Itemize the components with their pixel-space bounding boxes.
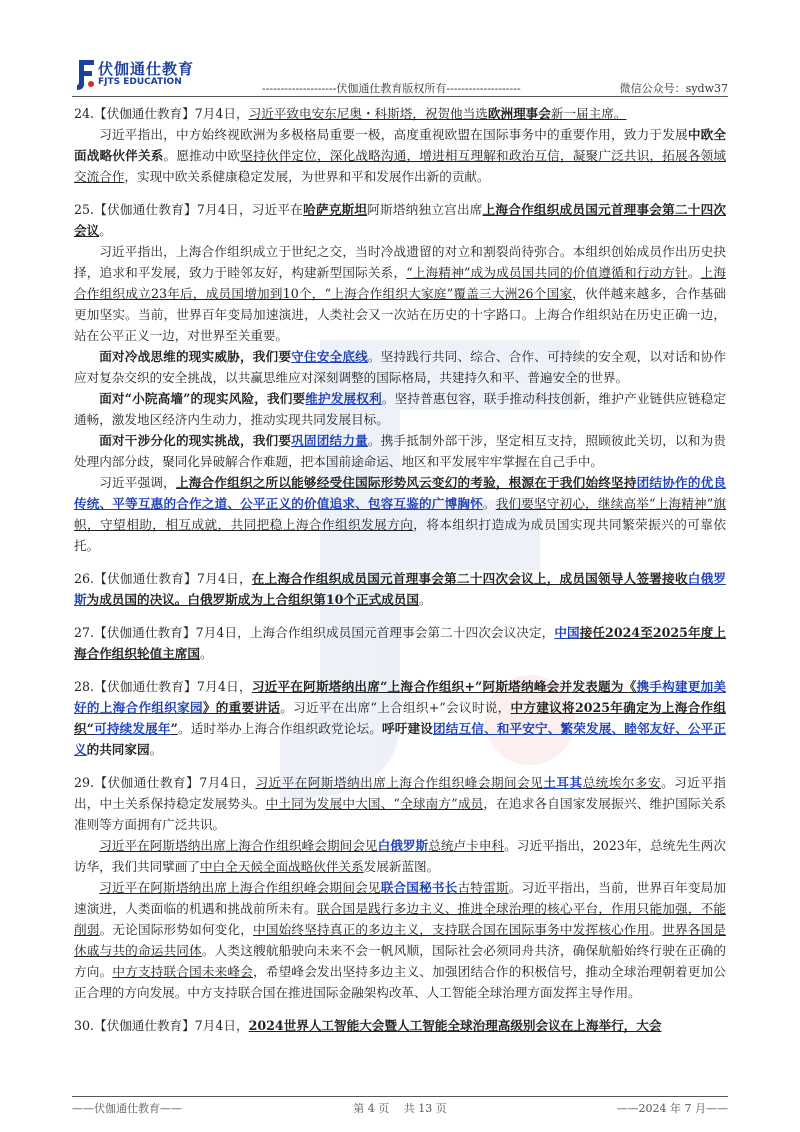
text-run: “上海精神”成为成员国共同的价值遵循和行动方针 (406, 265, 688, 280)
text-run: 世界各国是休戚与共的命运共同体 (74, 922, 726, 958)
text-run: 。愿推动中欧 (163, 148, 241, 163)
news-item-26 (74, 568, 726, 610)
logo-chinese-text: 伏伽通仕教育 (98, 60, 195, 78)
item-gap (74, 610, 726, 619)
item-gap (74, 556, 726, 565)
text-run: 总统埃尔多安 (582, 775, 662, 790)
text-run: 联合国秘书长 (380, 880, 458, 895)
text-run: 我们要坚守初心，继续高举“上海精神”旗帜，守望相助，相互成就，共同把稳上海合作组织发展方向 (74, 496, 726, 532)
page-header (0, 0, 800, 96)
text-run: 团结协作的优良传统、平等互惠的合作之道、公平正义的价值追求、包容互鉴的广博胸怀 (74, 475, 726, 511)
text-run: 习近平指出，中方始终视欧洲为多极格局重要一极，高度重视欧盟在国际事务中的重要作用，致力于发展 (99, 127, 688, 142)
logo-english-text: FJTS EDUCATION (98, 77, 182, 87)
text-run: 团结互信、和平安宁、繁荣发展、睦邻友好、公平正义 (74, 721, 726, 757)
item-headline (74, 676, 726, 760)
document-body (74, 100, 726, 1090)
text-run: 的共同家园 (86, 742, 150, 757)
text-run: 25.【伏伽通仕教育】7月4日，习近平在 (74, 202, 304, 217)
news-item-29 (74, 772, 726, 1003)
item-paragraph (74, 472, 726, 556)
text-run: 。 (199, 646, 213, 661)
text-run: 。 (649, 922, 663, 937)
footer-divider (72, 1096, 728, 1097)
text-run: 面对“小院高墙”的现实风险，我们要 (99, 391, 306, 406)
text-run: 29.【伏伽通仕教育】7月4日， (74, 775, 256, 790)
news-item-25 (74, 199, 726, 556)
text-run: 习近平在阿斯塔纳出席上海合作组织峰会期间会见 (99, 880, 381, 895)
text-run: 习近平在阿斯塔纳出席上海合作组织峰会期间会见 (255, 775, 544, 790)
text-run: 白俄罗斯 (377, 838, 429, 853)
text-run: 。坚持普惠包容，联手推动科技创新，维护产业链供应链稳定通畅，激发地区经济内生动力，推动实现共同发展目标。 (74, 391, 726, 427)
text-run: 总统卢卡申科 (428, 838, 505, 853)
text-run: 。无论国际形势如何变化， (99, 922, 254, 937)
text-run: 习近平强调， (99, 475, 176, 490)
text-run: 中国始终坚持真正的多边主义，支持联合国在国际事务中发挥核心作用 (253, 922, 650, 937)
text-run: 习近平在阿斯塔纳出席“上海合作组织+”阿斯塔纳峰会并发表题为《 (251, 679, 637, 694)
news-item-27 (74, 622, 726, 664)
text-run: 中方支持联合国未来峰会 (112, 964, 254, 979)
text-run: 。习近平指出，2023年，总统先生两次访华，我们共同擘画了 (74, 838, 726, 874)
item-headline (74, 199, 726, 241)
text-run: 在上海合作组织成员国元首理事会第二十四次会议上，成员国领导人签署接收 (251, 571, 688, 586)
text-run: 24.【伏伽通仕教育】7月4日， (74, 106, 249, 121)
text-run: 。 (99, 223, 112, 238)
text-run: 阿斯塔纳独立宫出席 (367, 202, 483, 217)
text-run: 携手构建更加美好的上海合作组织家园 (74, 679, 726, 715)
text-run: 。人类这艘航船驶向未来不会一帆风顺，国际社会必须同舟共济，确保航船始终行驶在正确的方向。 (74, 943, 726, 979)
text-run: ，希望峰会发出坚持多边主义、加强团结合作的积极信号，推动全球治理朝着更加公正合理的方向发展。中方支持联合国在推进国际金融架构改革、人工智能全球治理方面发挥主导作用。 (74, 964, 726, 1000)
text-run: 呼吁建设 (382, 721, 433, 736)
text-run: 。携手抵制外部干涉，坚定相互支持，照顾彼此关切，以和为贵处理内部分歧，聚同化异破解合作难题，把本国前途命运、地区和平发展牢牢掌握在自己手中。 (74, 433, 726, 469)
text-run: 。 (482, 496, 496, 511)
brand-logo (74, 58, 204, 94)
header-wechat: 微信公众号：sydw37 (619, 82, 728, 95)
text-run: 白俄罗斯 (74, 571, 726, 607)
text-run: 习近平在阿斯塔纳出席上海合作组织峰会期间会见 (99, 838, 378, 853)
text-run: 2024世界人工智能大会暨人工智能全球治理高级别会议在上海举行，大会 (248, 1018, 662, 1033)
item-headline (74, 772, 726, 835)
text-run: 上海合作组织之所以能够经受住国际形势风云变幻的考验，根源在于我们始终坚持 (175, 475, 637, 490)
header-divider (72, 96, 728, 97)
text-run: 上海合作组织成立23年后，成员国增加到10个，“上海合作组织大家庭”覆盖三大洲26个国家 (74, 265, 726, 301)
item-paragraph (74, 877, 726, 1003)
text-run: ，将本组织打造成为成员国实现共同繁荣振兴的可靠依托。 (74, 517, 726, 553)
item-paragraph (74, 346, 726, 388)
item-paragraph (74, 241, 726, 346)
text-run: 。适时举办上海合作组织政党论坛。 (177, 721, 382, 736)
item-gap (74, 664, 726, 673)
page-footer (72, 1096, 728, 1116)
text-run: 坚持伙伴定位，深化战略沟通，增进相互理解和政治互信，凝聚广泛共识，拓展各领域交流合作 (74, 148, 726, 184)
item-headline (74, 622, 726, 664)
text-run: 面对干涉分化的现实挑战，我们要 (99, 433, 292, 448)
text-run: 习近平指出，上海合作组织成立于世纪之交，当时冷战遗留的对立和割裂尚待弥合。本组织创始成员作出历史抉择，追求和平发展，致力于睦邻友好，构建新型国际关系， (74, 244, 726, 280)
item-gap (74, 1003, 726, 1012)
text-run: 27.【伏伽通仕教育】7月4日，上海合作组织成员国元首理事会第二十四次会议决定， (74, 625, 555, 640)
item-gap (74, 187, 726, 196)
text-run: ，实现中欧关系健康稳定发展，为世界和平和发展作出新的贡献。 (124, 169, 490, 184)
text-run: ” (170, 721, 178, 736)
text-run: 巩固团结力量 (291, 433, 368, 448)
text-run: 中方建议将2025年确定为上海合作组织“ (74, 700, 726, 736)
text-run: 面对冷战思维的现实威胁，我们要 (99, 349, 292, 364)
text-run: 中国 (554, 625, 580, 640)
text-run: 。坚持践行共同、综合、合作、可持续的安全观，以对话和协作应对复杂交织的安全挑战，以共赢思维应对深刻调整的国际格局，共建持久和平、普遍安全的世界。 (74, 349, 726, 385)
text-run: ，在追求各自国家发展振兴、维护国际关系准则等方面拥有广泛共识。 (74, 796, 726, 832)
item-headline (74, 1015, 726, 1036)
text-run: 。习近平指出，中土关系保持稳定发展势头。 (74, 775, 726, 811)
text-run: 26.【伏伽通仕教育】7月4日， (74, 571, 252, 586)
text-run: 28.【伏伽通仕教育】7月4日， (74, 679, 252, 694)
text-run: 习近平致电安东尼奥・科斯塔，祝贺他当选 (248, 106, 488, 121)
item-headline (74, 568, 726, 610)
text-run: 新一届主席。 (550, 106, 627, 121)
item-gap (74, 760, 726, 769)
text-run: 》的重要讲话 (202, 700, 281, 715)
text-run: 。 (687, 265, 701, 280)
text-run: 中土同为发展中大国、“全球南方”成员 (265, 796, 484, 811)
text-run: 。 (418, 592, 432, 607)
item-paragraph (74, 124, 726, 187)
text-run: ，伙伴越来越多，合作基础更加坚实。当前，世界百年变局加速演进，人类社会又一次站在历史的十字路口。上海合作组织站在历史正确一边，站在公平正义一边，对世界至关重要。 (74, 286, 726, 343)
item-paragraph (74, 388, 726, 430)
text-run: 接任2024至2025年度上海合作组织轮值主席国 (74, 625, 726, 661)
page-number: 第 4 页 共 13 页 (353, 1102, 447, 1115)
fjts-logo-icon (74, 58, 96, 92)
item-headline (74, 103, 726, 124)
news-item-30 (74, 1015, 726, 1036)
text-run: 中欧全面战略伙伴关系 (74, 127, 726, 163)
text-run: 联合国是践行多边主义、推进全球治理的核心平台，作用只能加强，不能削弱 (74, 901, 726, 937)
text-run: 中白全天候全面战略伙伴关系 (199, 859, 364, 874)
text-run: 。习近平在出席“上合组织+”会议时说， (280, 700, 511, 715)
news-item-24 (74, 103, 726, 187)
text-run: 古特雷斯 (457, 880, 509, 895)
text-run: 欧洲理事会 (487, 106, 551, 121)
text-run: 守住安全底线 (291, 349, 368, 364)
text-run: 发展新蓝图。 (363, 859, 440, 874)
news-item-28 (74, 676, 726, 760)
footer-brand: ——伏伽通仕教育—— (72, 1102, 182, 1115)
text-run: 30.【伏伽通仕教育】7月4日， (74, 1018, 249, 1033)
text-run: 。习近平指出，当前，世界百年变局加速演进，人类面临的机遇和挑战前所未有。 (74, 880, 726, 916)
text-run: 为成员国的决议。白俄罗斯成为上合组织第10个正式成员国 (86, 592, 419, 607)
item-paragraph (74, 835, 726, 877)
text-run: 维护发展权利 (305, 391, 382, 406)
text-run: 土耳其 (543, 775, 583, 790)
item-paragraph (74, 430, 726, 472)
header-copyright: --------------------伏伽通仕教育版权所有-------------------- (262, 82, 521, 95)
text-run: 可持续发展年 (94, 721, 171, 736)
footer-date: ——2024 年 7 月—— (616, 1102, 728, 1115)
text-run: 。 (149, 742, 163, 757)
text-run: 上海合作组织成员国元首理事会第二十四次会议 (74, 202, 726, 238)
text-run: 哈萨克斯坦 (303, 202, 368, 217)
